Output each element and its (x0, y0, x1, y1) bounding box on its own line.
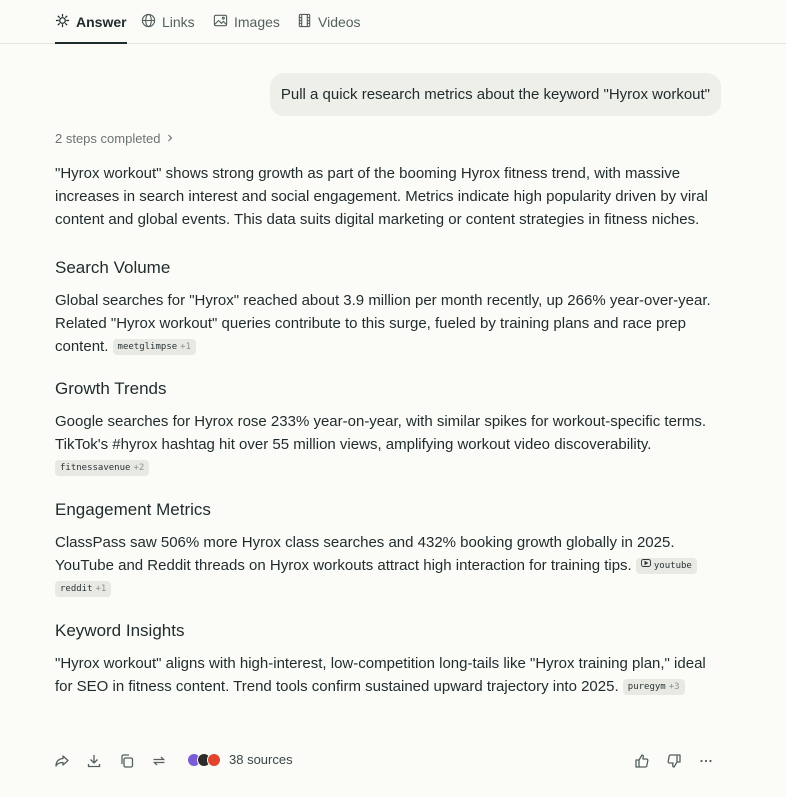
source-favicon-icon (207, 753, 221, 767)
rewrite-icon[interactable] (151, 753, 167, 769)
citation-chip[interactable] (113, 339, 196, 355)
citation-chip[interactable] (623, 679, 685, 695)
tab-images[interactable] (213, 0, 280, 43)
film-icon (297, 13, 312, 31)
tab-bar (0, 0, 786, 44)
tab-videos[interactable] (297, 0, 361, 43)
tab-label: Images (234, 13, 280, 30)
intro-paragraph: "Hyrox workout" shows strong growth as part of the booming Hyrox fitness trend, with massive increases in search interest and social engagement. Metrics indicate high popularity driven by viral content and global events. This data suits digital marketing or content strategies in fitness niches. (55, 165, 708, 228)
citation-more: +2 (133, 463, 145, 473)
citation-label: puregym (627, 682, 666, 692)
section-paragraph (55, 652, 725, 698)
section-paragraph (55, 289, 725, 358)
section-text: Global searches for "Hyrox" reached about 3.9 million per month recently, up 266% year-over-year. Related "Hyrox workout" queries contribute to this surge, fueled by training plans and race prep content. (55, 292, 711, 355)
thumbs-up-icon[interactable] (634, 753, 650, 769)
citation-more: +3 (668, 682, 680, 692)
section-heading: Search Volume (55, 258, 171, 277)
copy-icon[interactable] (119, 753, 135, 769)
section-heading: Growth Trends (55, 379, 167, 398)
answer-content (55, 162, 725, 698)
youtube-icon (641, 558, 651, 574)
tab-links[interactable] (141, 0, 195, 43)
citation-label: youtube (653, 561, 692, 571)
chevron-right-icon (165, 131, 175, 146)
section-heading: Keyword Insights (55, 621, 185, 640)
thumbs-down-icon[interactable] (666, 753, 682, 769)
section-paragraph (55, 410, 725, 479)
citation-more: +1 (95, 584, 107, 594)
source-favicons (187, 753, 217, 767)
answer-icon (55, 13, 70, 31)
sources-count: 38 sources (229, 752, 293, 767)
citation-chip[interactable] (55, 460, 149, 476)
section-text: Google searches for Hyrox rose 233% year-on-year, with similar spikes for workout-specific terms. TikTok's #hyrox hashtag hit over 55 million views, amplifying workout video discoverability. (55, 413, 707, 453)
tab-answer[interactable] (55, 0, 127, 43)
citation-label: reddit (60, 584, 93, 594)
download-icon[interactable] (86, 753, 102, 769)
share-icon[interactable] (54, 753, 70, 769)
citation-label: meetglimpse (117, 342, 178, 352)
citation-chip[interactable] (636, 558, 697, 574)
citation-more: +1 (180, 342, 191, 352)
tab-label: Videos (318, 13, 361, 30)
more-options-icon[interactable] (698, 753, 714, 769)
user-query-bubble: Pull a quick research metrics about the keyword "Hyrox workout" (270, 73, 721, 116)
tab-label: Answer (76, 13, 127, 30)
steps-label: 2 steps completed (55, 131, 161, 146)
section-heading: Engagement Metrics (55, 500, 211, 519)
citation-label: fitnessavenue (60, 463, 131, 473)
section-paragraph (55, 531, 725, 600)
answer-action-bar (0, 749, 786, 773)
sources-button[interactable] (187, 752, 293, 767)
image-icon (213, 13, 228, 31)
globe-icon (141, 13, 156, 31)
citation-chip[interactable] (55, 581, 111, 597)
section-text: "Hyrox workout" aligns with high-interest, low-competition long-tails like "Hyrox training plan," ideal for SEO in fitness content. Trend tools confirm sustained upward trajectory into 2025. (55, 655, 706, 695)
steps-completed-toggle[interactable] (55, 131, 175, 146)
tab-label: Links (162, 13, 195, 30)
section-text: ClassPass saw 506% more Hyrox class searches and 432% booking growth globally in 2025. YouTube and Reddit threads on Hyrox workouts attract high interaction for training tips. (55, 534, 675, 574)
